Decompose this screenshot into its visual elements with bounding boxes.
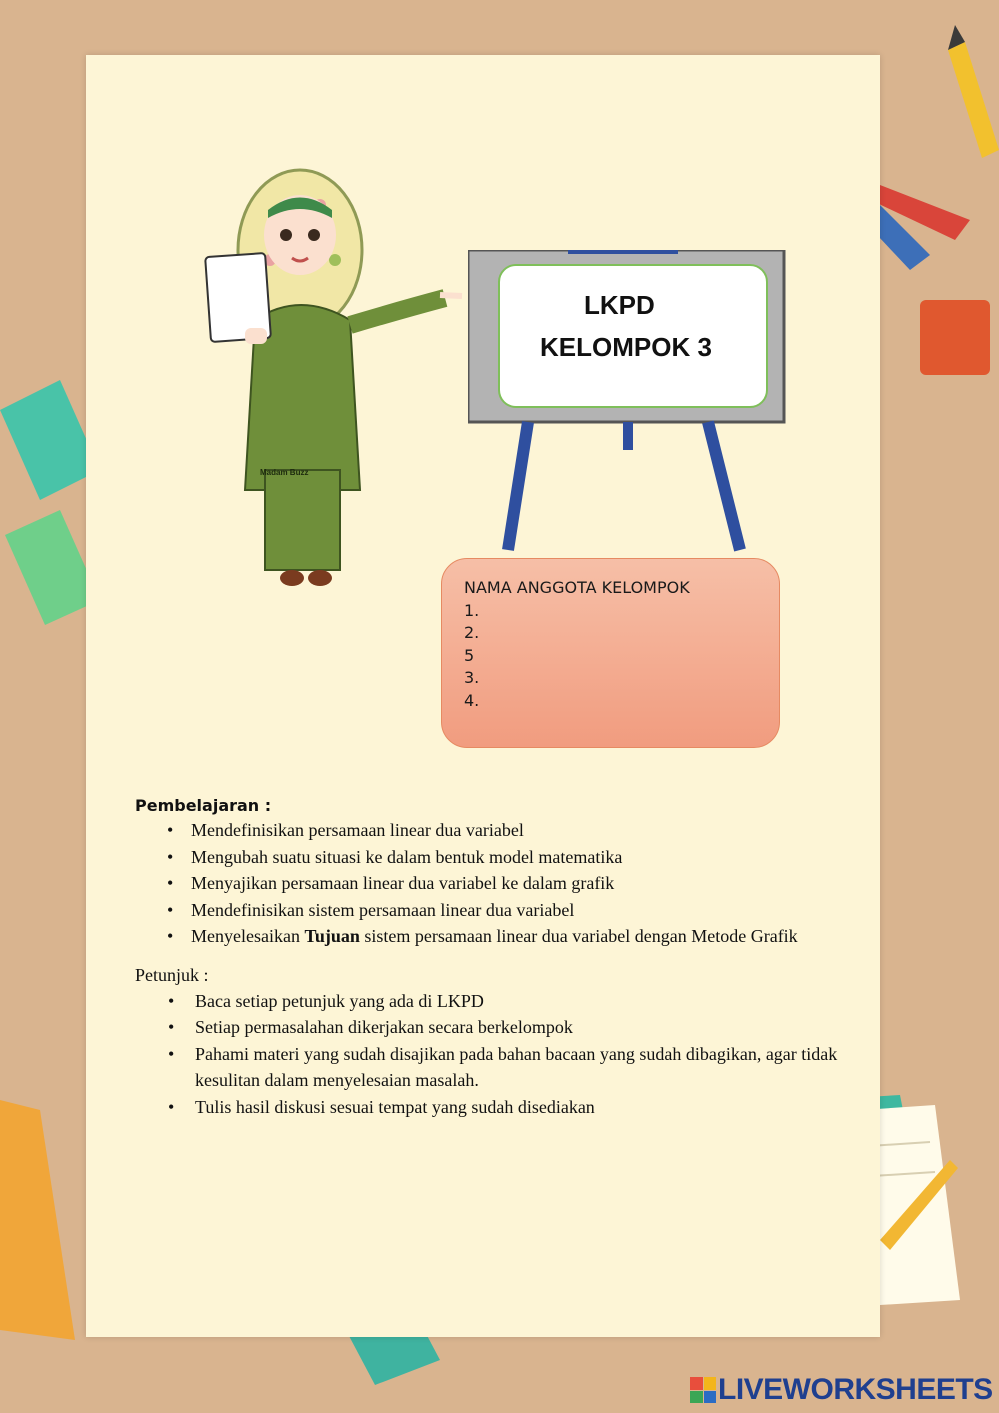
group-members-box <box>441 558 780 748</box>
members-title: NAMA ANGGOTA KELOMPOK <box>464 578 690 597</box>
title-line-2: KELOMPOK 3 <box>540 332 712 362</box>
worksheet-title-board <box>498 264 768 408</box>
learning-goals-list <box>135 817 895 950</box>
item-text: Menyelesaikan <box>191 926 305 946</box>
liveworksheets-watermark[interactable] <box>690 1373 993 1407</box>
liveworksheets-logo-icon <box>690 1377 716 1403</box>
ruler-icon <box>0 1100 75 1340</box>
pencil-icon <box>948 25 999 158</box>
list-item: • Baca setiap petunjuk yang ada di LKPD <box>135 988 895 1015</box>
member-line: 2. <box>464 623 480 642</box>
figure-label: Madam Buzz <box>260 468 309 477</box>
list-item: • Mendefinisikan persamaan linear dua variabel <box>135 817 895 844</box>
member-line: 5 <box>464 645 475 665</box>
list-item: • Setiap permasalahan dikerjakan secara berkelompok <box>135 1014 895 1041</box>
book-icon <box>0 380 100 625</box>
member-line: 1. <box>464 600 480 620</box>
item-bold-text: Tujuan <box>304 926 360 946</box>
watermark-text: LIVEWORKSHEETS <box>718 1373 993 1406</box>
worksheet-content <box>135 796 895 1120</box>
list-item: • Menyajikan persamaan linear dua variabel ke dalam grafik <box>135 870 895 897</box>
list-item: • Tulis hasil diskusi sesuai tempat yang sudah disediakan <box>135 1094 895 1121</box>
instructions-label: Petunjuk : <box>135 964 209 985</box>
list-item: • Pahami materi yang sudah disajikan pada bahan bacaan yang sudah dibagikan, agar tidak kesulitan dalam menyelesaian masalah. <box>135 1041 845 1094</box>
member-line: 4. <box>464 690 480 710</box>
member-line: 3. <box>464 668 480 687</box>
list-item: • Mendefinisikan sistem persamaan linear dua variabel <box>135 897 895 924</box>
teacher-illustration <box>200 150 480 600</box>
title-line-1: LKPD <box>584 290 655 320</box>
item-text: sistem persamaan linear dua variabel dengan Metode Grafik <box>359 926 798 946</box>
list-item: • Mengubah suatu situasi ke dalam bentuk model matematika <box>135 844 895 871</box>
instructions-list <box>135 988 895 1121</box>
list-item <box>135 923 895 950</box>
learning-heading: Pembelajaran : <box>135 796 272 815</box>
eraser-icon <box>920 300 990 375</box>
